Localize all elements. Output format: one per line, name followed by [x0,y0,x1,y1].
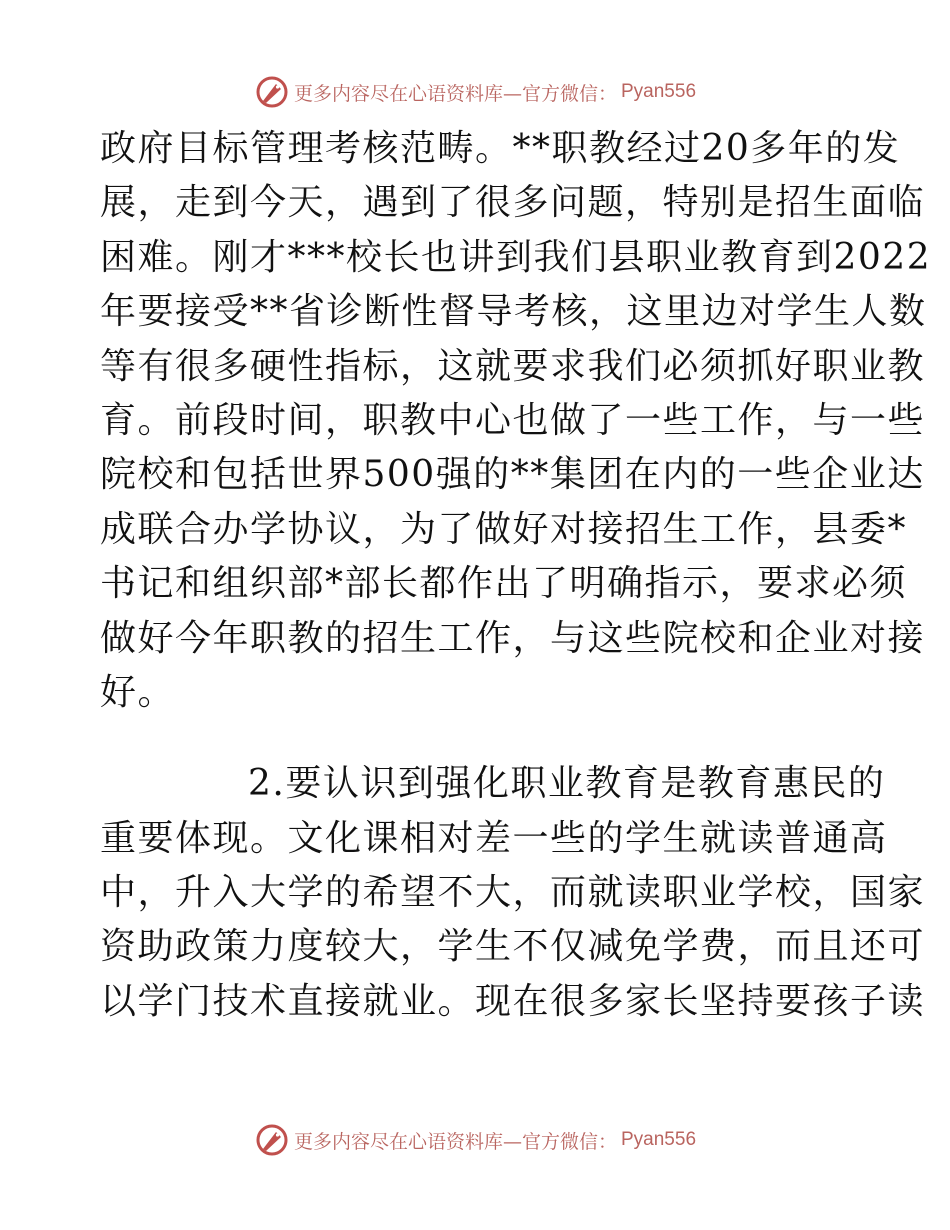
pen-nib-logo-icon [254,1122,290,1158]
text-line: 以学门技术直接就业。现在很多家长坚持要孩子读 [100,980,926,1022]
text-line: 资助政策力度较大，学生不仅减免学费，而且还可 [100,926,926,968]
text-line-heading: 2.要认识到强化职业教育是教育惠民的 [248,763,886,805]
text-line: 困难。刚才***校长也讲到我们县职业教育到2022 [100,236,932,278]
pen-nib-logo-icon [254,74,290,110]
header-watermark [0,72,950,112]
paragraph-spacer [100,720,850,757]
watermark-handle: Pyan556 [621,1129,697,1150]
document-body [100,122,932,1029]
paragraph-2 [100,757,926,1029]
watermark-text: 更多内容尽在心语资料库—官方微信： [293,82,617,105]
text-line: 好。 [100,671,176,713]
text-line: 等有很多硬性指标，这就要求我们必须抓好职业教 [100,345,926,387]
text-line: 书记和组织部*部长都作出了明确指示，要求必须 [100,563,908,605]
text-line: 做好今年职教的招生工作，与这些院校和企业对接 [100,617,926,659]
text-line: 年要接受**省诊断性督导考核，这里边对学生人数 [100,291,927,333]
watermark-text: 更多内容尽在心语资料库—官方微信： [293,1130,617,1153]
text-line: 育。前段时间，职教中心也做了一些工作，与一些 [100,399,926,441]
text-line: 成联合办学协议，为了做好对接招生工作，县委* [100,508,908,550]
watermark-handle: Pyan556 [621,81,697,102]
footer-watermark [0,1120,950,1160]
text-line: 中，升入大学的希望不大，而就读职业学校，国家 [100,872,926,914]
text-line: 政府目标管理考核范畴。**职教经过20多年的发 [100,128,901,169]
paragraph-1 [100,122,932,720]
text-line: 展，走到今天，遇到了很多问题，特别是招生面临 [100,182,926,224]
text-line: 重要体现。文化课相对差一些的学生就读普通高 [100,817,888,859]
text-line: 院校和包括世界500强的**集团在内的一些企业达 [100,454,925,496]
